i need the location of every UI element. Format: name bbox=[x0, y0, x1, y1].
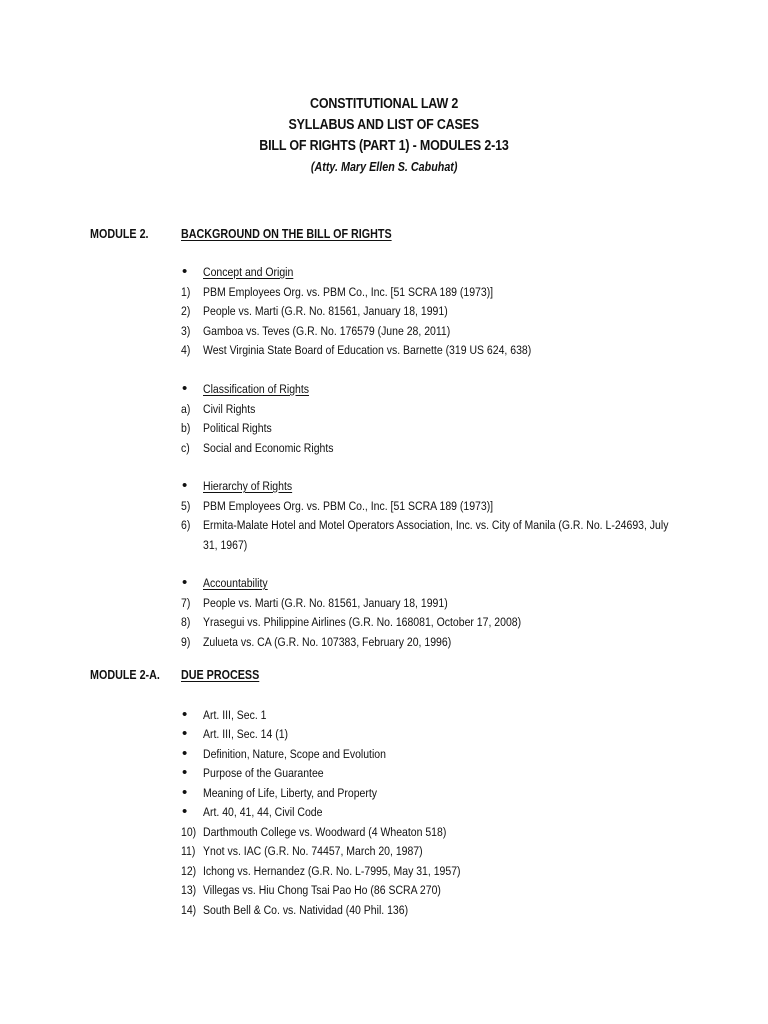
bullet-icon: • bbox=[182, 784, 188, 801]
list-item-continuation: 31, 1967) bbox=[203, 538, 248, 552]
part-title: BILL OF RIGHTS (PART 1) - MODULES 2-13 bbox=[259, 138, 509, 154]
bullet-icon: • bbox=[182, 380, 188, 397]
bullet-icon: • bbox=[182, 803, 188, 820]
module-2a-title: DUE PROCESS bbox=[181, 668, 260, 682]
course-title: CONSTITUTIONAL LAW 2 bbox=[309, 96, 459, 112]
bullet-icon: • bbox=[182, 706, 188, 723]
bullet-icon: • bbox=[182, 263, 188, 280]
syllabus-title: SYLLABUS AND LIST OF CASES bbox=[288, 117, 480, 133]
bullet-icon: • bbox=[182, 574, 188, 591]
author-line: (Atty. Mary Ellen S. Cabuhat) bbox=[310, 160, 458, 174]
bullet-icon: • bbox=[182, 725, 188, 742]
module-2-label: MODULE 2. bbox=[90, 227, 149, 241]
bullet-icon: • bbox=[182, 477, 188, 494]
document-header bbox=[0, 94, 768, 177]
document-page: CONSTITUTIONAL LAW 2 SYLLABUS AND LIST OF CASES BILL OF RIGHTS (PART 1) - MODULES 2-13 (Atty. Mary Ellen S. Cabuhat) MODULE 2. BACKGROUND ON THE BILL OF RIGHTS • Concept and Origin 1) PBM Employees Org. vs. PBM Co., Inc. [51 SCRA 189 (1973)] 2) People vs. Marti (G.R. No. 81561, January 18, 1991) 3) Gamboa vs. Teves (G.R. No. 176579 (June 28, 2011) 4) West Virginia State Board of Education vs. Barnette (319 US 624, 638) • Classification of Rights a) Civil Rights b) Political Rights c) Social and Economic Rights • Hierarchy of Rights 5) PBM Employees Org. vs. PBM Co., Inc. [51 SCRA 189 (1973)] 6) Ermita-Malate Hotel and Motel Operators Association, Inc. vs. City of Manila (G.R. No. L-24693, July 31, 1967) • Accountability 7) People vs. Marti (G.R. No. 81561, January 18, 1991) 8) Yrasegui vs. Philippine Airlines (G.R. No. 168081, October 17, 2008) 9) Zulueta vs. CA (G.R. No. 107383, February 20, 1996) MODULE 2-A. DUE PROCESS • Art. III, Sec. 1 • Art. III, Sec. 14 (1) • Definition, Nature, Scope and Evolution • Purpose of the Guarantee • Meaning of Life, Liberty, and Property • Art. 40, 41, 44, Civil Code 10) Darthmouth College vs. Woodward (4 Wheaton 518) 11) Ynot vs. IAC (G.R. No. 74457, March 20, 1987) 12) Ichong vs. Hernandez (G.R. No. L-7995, May 31, 1957) 13) Villegas vs. Hiu Chong Tsai Pao Ho (86 SCRA 270) 14) South Bell & Co. vs. Natividad (40 Phil. 136) bbox=[0, 0, 768, 1024]
module-2a-label: MODULE 2-A. bbox=[90, 668, 160, 682]
bullet-icon: • bbox=[182, 745, 188, 762]
bullet-icon: • bbox=[182, 764, 188, 781]
module-2-title: BACKGROUND ON THE BILL OF RIGHTS bbox=[181, 227, 392, 241]
